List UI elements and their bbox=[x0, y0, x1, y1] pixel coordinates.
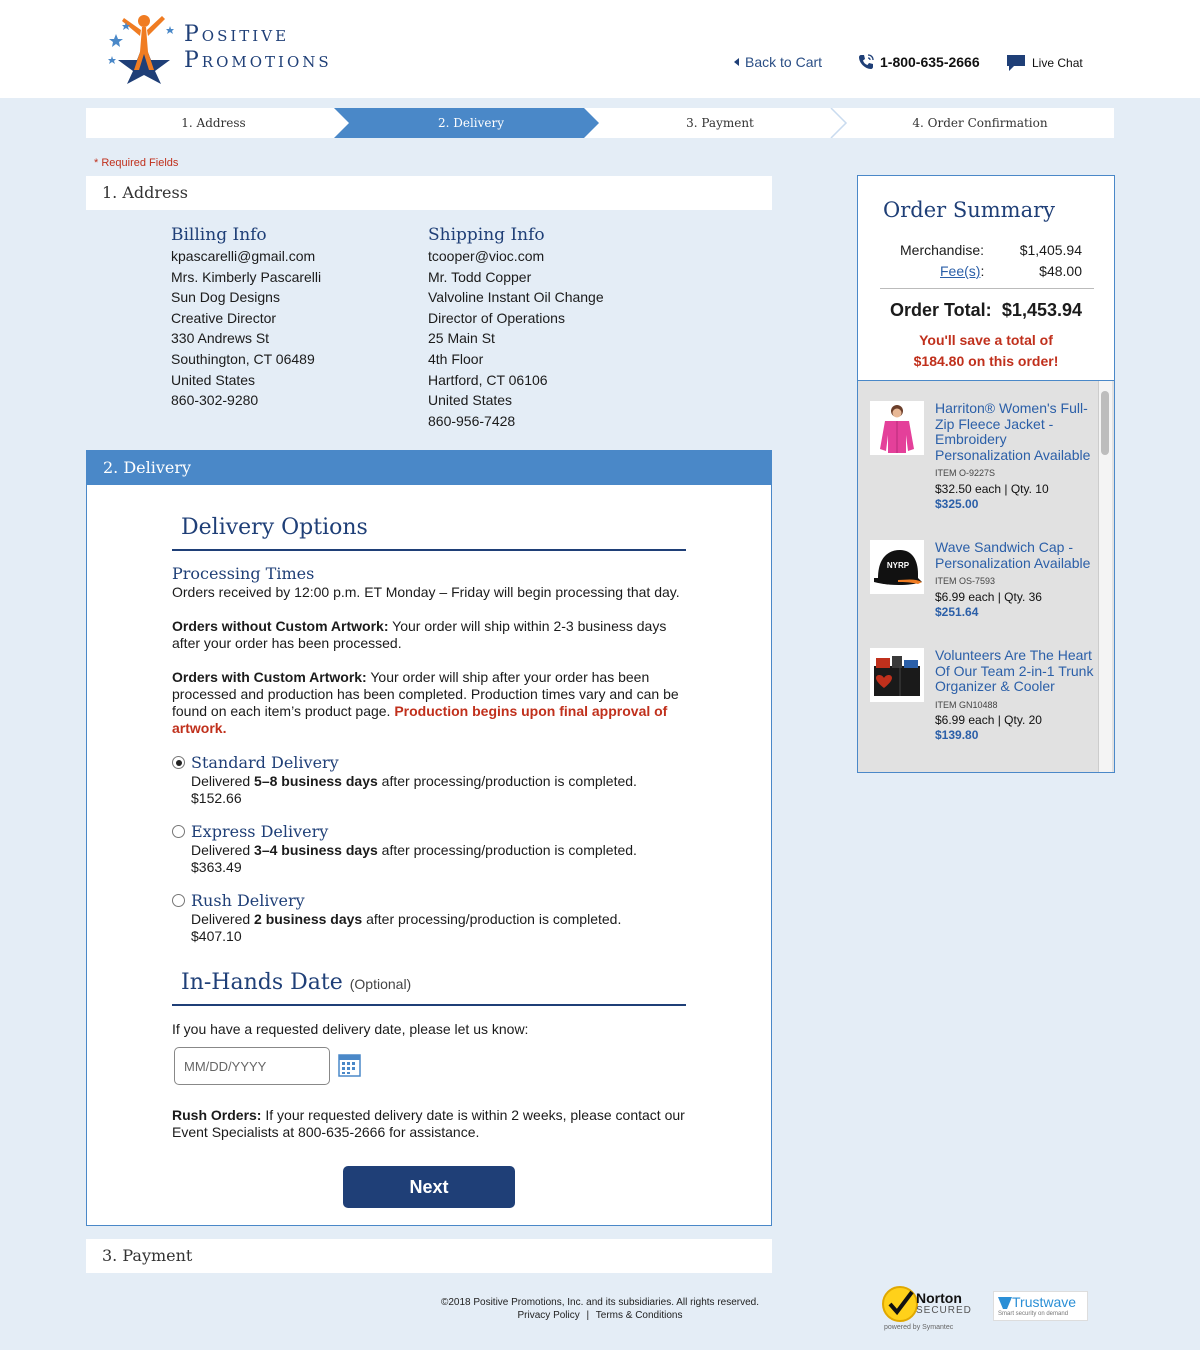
live-chat-label: Live Chat bbox=[1032, 56, 1083, 70]
rush-orders-label: Rush Orders: bbox=[172, 1107, 262, 1123]
order-total-label: Order Total: bbox=[890, 300, 992, 320]
in-hands-date-input[interactable] bbox=[174, 1047, 330, 1085]
step-order-confirmation: 4. Order Confirmation bbox=[912, 116, 1048, 130]
terms-conditions-link[interactable]: Terms & Conditions bbox=[595, 1310, 683, 1321]
billing-job-title: Creative Director bbox=[171, 309, 277, 326]
jacket-image bbox=[870, 401, 924, 455]
express-delivery-radio[interactable] bbox=[172, 825, 185, 838]
express-delivery-pre: Delivered bbox=[191, 842, 255, 858]
cart-item-total: $325.00 bbox=[935, 496, 979, 511]
billing-country: United States bbox=[171, 371, 256, 388]
cap-logo-text: NYRP bbox=[886, 561, 910, 570]
shipping-company: Valvoline Instant Oil Change bbox=[428, 289, 604, 306]
shipping-email: tcooper@vioc.com bbox=[428, 248, 545, 264]
billing-street: 330 Andrews St bbox=[171, 330, 270, 347]
in-hands-date-title: In-Hands Date bbox=[181, 970, 343, 995]
merchandise-label: Merchandise: bbox=[900, 242, 985, 258]
artwork-text: Your order will ship after your order has been processed and production has been completed. Production times vary and can be found on each item’s product page. bbox=[172, 669, 679, 719]
shipping-name: Mr. Todd Copper bbox=[428, 268, 532, 285]
back-to-cart-link[interactable] bbox=[734, 54, 822, 70]
cart-item-total: $251.64 bbox=[935, 604, 979, 619]
savings-message bbox=[858, 330, 1114, 372]
trustwave-tagline: Smart security on demand bbox=[998, 1311, 1069, 1317]
savings-line-1: You'll save a total of bbox=[919, 332, 1053, 348]
billing-city: Southington, CT 06489 bbox=[171, 350, 315, 367]
trustwave-label: Trustwave bbox=[1012, 1294, 1077, 1310]
standard-delivery-post: after processing/production is completed. bbox=[377, 773, 637, 789]
express-delivery-post: after processing/production is completed. bbox=[377, 842, 637, 858]
delivery-options-heading: Delivery Options bbox=[181, 515, 368, 540]
processing-times-heading: Processing Times bbox=[172, 564, 315, 583]
privacy-policy-link[interactable]: Privacy Policy bbox=[517, 1310, 580, 1321]
checkout-progress bbox=[86, 108, 1114, 138]
caret-left-icon bbox=[734, 58, 739, 66]
in-hands-divider bbox=[172, 1004, 686, 1006]
cart-items-list[interactable] bbox=[857, 381, 1115, 773]
artwork-note bbox=[172, 669, 692, 737]
artwork-label: Orders with Custom Artwork: bbox=[172, 669, 367, 685]
positive-promotions-logo[interactable] bbox=[104, 12, 394, 84]
chat-bubble-icon bbox=[1006, 54, 1026, 72]
standard-delivery-days: 5–8 business days bbox=[254, 773, 378, 789]
billing-name: Mrs. Kimberly Pascarelli bbox=[171, 268, 322, 285]
billing-email: kpascarelli@gmail.com bbox=[171, 248, 316, 264]
savings-line-2: $184.80 on this order! bbox=[913, 353, 1059, 369]
cart-item bbox=[870, 401, 1102, 521]
phone-link[interactable] bbox=[858, 54, 980, 70]
rush-delivery-post: after processing/production is completed. bbox=[362, 911, 622, 927]
cart-item-price: $6.99 each | Qty. 20 bbox=[935, 713, 1042, 727]
rush-delivery-days: 2 business days bbox=[254, 911, 363, 927]
next-button[interactable]: Next bbox=[343, 1166, 515, 1208]
no-artwork-text: Your order will ship within 2-3 business days after your order has been processed. bbox=[172, 618, 667, 651]
fees-link[interactable]: Fee(s) bbox=[940, 263, 981, 279]
cart-item-price: $6.99 each | Qty. 36 bbox=[935, 589, 1042, 604]
shipping-info bbox=[428, 224, 708, 431]
organizer-image bbox=[870, 648, 924, 702]
copyright-text: ©2018 Positive Promotions, Inc. and its subsidiaries. All rights reserved. bbox=[440, 1297, 760, 1308]
norton-powered-by: powered by Symantec bbox=[884, 1324, 954, 1331]
delivery-section bbox=[86, 450, 772, 1226]
cart-item bbox=[870, 540, 1102, 640]
heading-divider bbox=[172, 549, 686, 551]
billing-info-title: Billing Info bbox=[171, 225, 267, 245]
phone-icon bbox=[858, 54, 874, 70]
cart-item-sku: ITEM O-9227S bbox=[935, 468, 996, 478]
cart-item-details bbox=[935, 648, 1100, 743]
standard-delivery-price: $152.66 bbox=[191, 790, 242, 806]
order-summary-title: Order Summary bbox=[883, 198, 1055, 222]
billing-company: Sun Dog Designs bbox=[171, 289, 280, 306]
in-hands-date-heading bbox=[181, 970, 411, 995]
rush-orders-note bbox=[172, 1107, 692, 1141]
address-section-header[interactable]: 1. Address bbox=[86, 176, 772, 210]
norton-check-icon bbox=[880, 1284, 920, 1324]
cart-item-sku: ITEM GN10488 bbox=[935, 699, 998, 710]
rush-delivery-pre: Delivered bbox=[191, 911, 255, 927]
cap-image bbox=[870, 540, 924, 594]
order-total-value: $1,453.94 bbox=[1001, 300, 1082, 320]
cart-item-name[interactable]: Volunteers Are The Heart Of Our Team 2-in-1 Trunk Organizer & Cooler bbox=[935, 647, 1094, 694]
rush-orders-text: If your requested delivery date is within 2 weeks, please contact our Event Specialists at 800-635-2666 for assistance. bbox=[172, 1107, 685, 1140]
cart-item-price: $32.50 each | Qty. 10 bbox=[935, 481, 1049, 496]
trunk-organizer-thumbnail[interactable] bbox=[870, 648, 924, 702]
footer bbox=[400, 1296, 800, 1322]
step-address[interactable]: 1. Address bbox=[181, 116, 246, 130]
order-summary bbox=[857, 175, 1115, 381]
rush-delivery-desc bbox=[191, 911, 691, 945]
shipping-street-2: 4th Floor bbox=[428, 350, 484, 367]
rush-delivery-title: Rush Delivery bbox=[191, 891, 305, 910]
cart-item-name[interactable]: Harriton® Women's Full-Zip Fleece Jacket - Embroidery Personalization Available bbox=[935, 400, 1091, 463]
in-hands-optional: (Optional) bbox=[349, 976, 412, 992]
rush-delivery-option[interactable] bbox=[172, 891, 692, 945]
trustwave-logo-icon bbox=[997, 1296, 1013, 1310]
delivery-section-header[interactable]: 2. Delivery bbox=[87, 451, 771, 485]
step-payment: 3. Payment bbox=[686, 116, 754, 130]
rush-delivery-radio[interactable] bbox=[172, 894, 185, 907]
cart-item-details bbox=[935, 540, 1100, 620]
express-delivery-days: 3–4 business days bbox=[254, 842, 378, 858]
footer-separator: | bbox=[586, 1310, 590, 1321]
back-to-cart-label: Back to Cart bbox=[745, 54, 823, 70]
shipping-phone: 860-956-7428 bbox=[428, 412, 516, 429]
cart-item-name[interactable]: Wave Sandwich Cap - Personalization Available bbox=[935, 539, 1091, 571]
shipping-street: 25 Main St bbox=[428, 330, 495, 347]
no-artwork-label: Orders without Custom Artwork: bbox=[172, 618, 389, 634]
shipping-job-title: Director of Operations bbox=[428, 309, 565, 326]
billing-phone: 860-302-9280 bbox=[171, 392, 259, 409]
norton-secured-label: SECURED bbox=[916, 1305, 972, 1316]
logo-text-promotions: Promotions bbox=[184, 48, 332, 73]
cart-item-total: $139.80 bbox=[935, 728, 979, 742]
standard-delivery-option[interactable] bbox=[172, 753, 692, 807]
cart-item-details bbox=[935, 401, 1100, 512]
rush-delivery-price: $407.10 bbox=[191, 928, 242, 944]
trustwave-badge[interactable] bbox=[993, 1291, 1088, 1321]
merchandise-value: $1,405.94 bbox=[1019, 242, 1082, 258]
artwork-warning: Production begins upon final approval of artwork. bbox=[172, 703, 668, 736]
logo-star-figure-icon bbox=[104, 12, 184, 84]
standard-delivery-desc bbox=[191, 773, 691, 807]
express-delivery-price: $363.49 bbox=[191, 859, 242, 875]
shipping-city: Hartford, CT 06106 bbox=[428, 371, 548, 388]
in-hands-text: If you have a requested delivery date, please let us know: bbox=[172, 1021, 529, 1037]
required-fields-note: * Required Fields bbox=[94, 157, 179, 169]
calendar-icon[interactable] bbox=[338, 1053, 361, 1077]
cart-items-scroll-thumb[interactable] bbox=[1101, 391, 1109, 455]
shipping-country: United States bbox=[428, 392, 513, 409]
express-delivery-title: Express Delivery bbox=[191, 822, 329, 841]
no-artwork-note bbox=[172, 618, 692, 652]
processing-times-text: Orders received by 12:00 p.m. ET Monday – Friday will begin processing that day. bbox=[172, 584, 680, 600]
billing-info bbox=[171, 224, 411, 411]
cart-item-sku: ITEM OS-7593 bbox=[935, 576, 996, 586]
wave-cap-thumbnail[interactable] bbox=[870, 540, 924, 594]
summary-divider bbox=[880, 288, 1094, 289]
standard-delivery-radio[interactable] bbox=[172, 756, 185, 769]
norton-label: Norton bbox=[916, 1290, 962, 1306]
fees-colon: : bbox=[980, 263, 985, 279]
step-delivery[interactable]: 2. Delivery bbox=[437, 116, 505, 130]
phone-number: 1-800-635-2666 bbox=[880, 54, 980, 70]
fees-value: $48.00 bbox=[1039, 263, 1082, 279]
express-delivery-option[interactable] bbox=[172, 822, 692, 876]
site-header bbox=[0, 0, 1200, 98]
standard-delivery-title: Standard Delivery bbox=[191, 753, 339, 772]
fleece-jacket-thumbnail[interactable] bbox=[870, 401, 924, 455]
shipping-info-title: Shipping Info bbox=[428, 225, 545, 245]
payment-section-header[interactable]: 3. Payment bbox=[86, 1239, 772, 1273]
express-delivery-desc bbox=[191, 842, 691, 876]
standard-delivery-pre: Delivered bbox=[191, 773, 255, 789]
fees-label bbox=[940, 263, 984, 279]
logo-text-positive: Positive bbox=[184, 22, 290, 47]
live-chat-link[interactable] bbox=[1006, 54, 1083, 72]
norton-secured-badge[interactable] bbox=[878, 1284, 978, 1334]
cart-item bbox=[870, 648, 1102, 758]
